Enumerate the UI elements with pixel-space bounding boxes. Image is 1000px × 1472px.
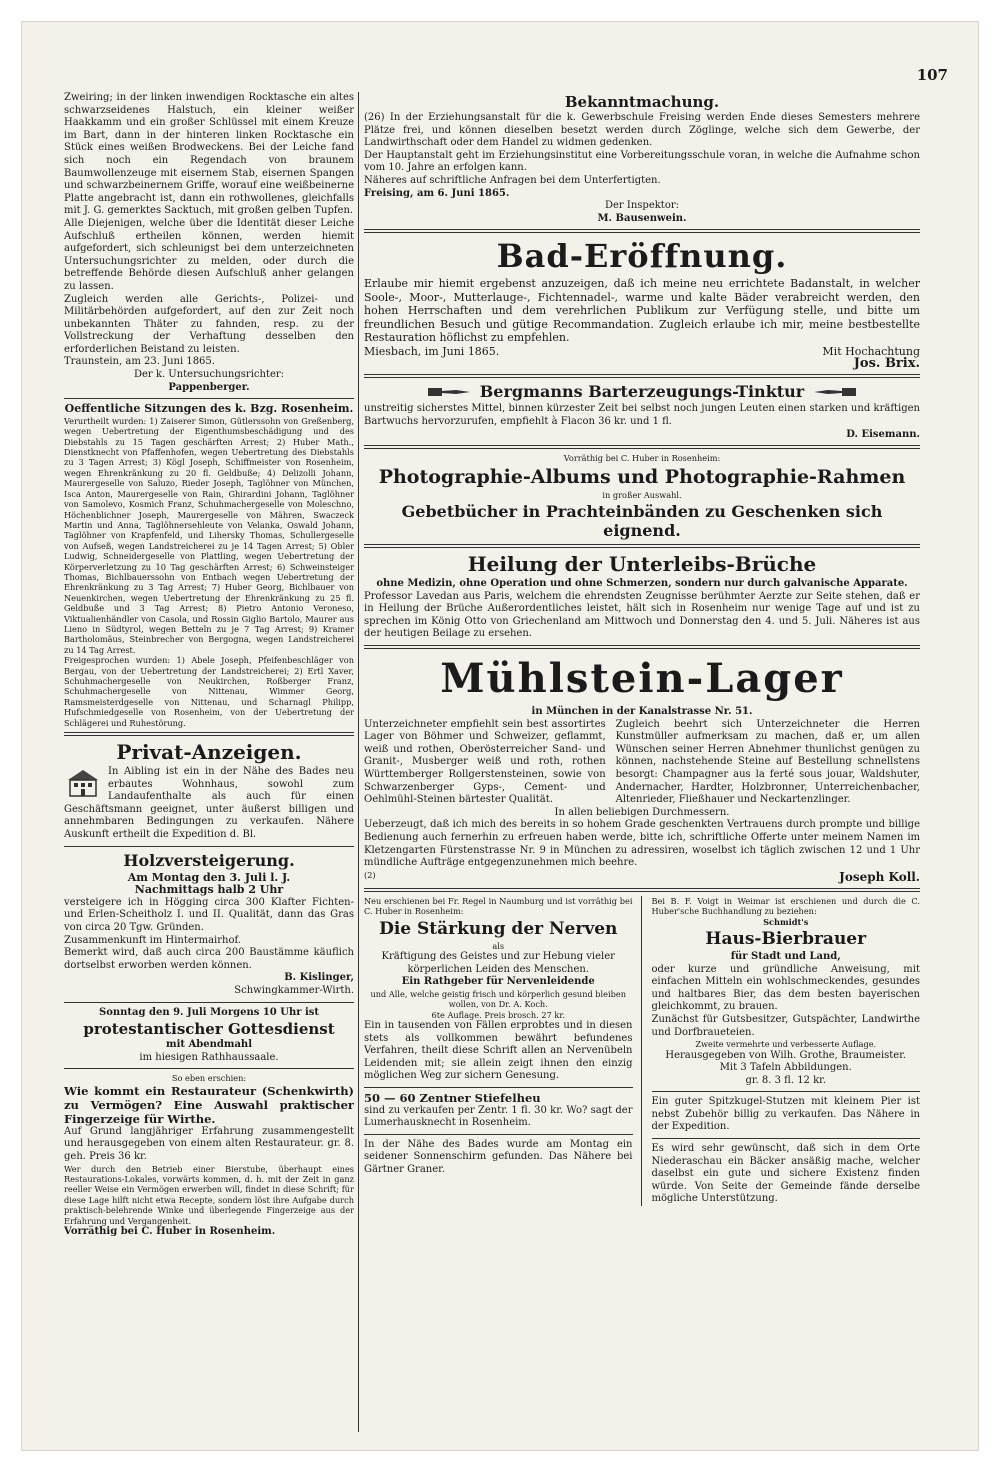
notice-text: In der Erziehungsanstalt für die k. Gewerbschule Freising werden Ende dieses Semesters mehrere Plätze frei, und können dieselben besetzt werden durch Zöglinge, welche sich dem Gewerbe, der Landwirthschaft oder dem Handel zu widmen gedenken.	[364, 112, 920, 149]
private-title: Privat-Anzeigen.	[116, 740, 302, 765]
wood-when: Am Montag den 3. Juli l. J.	[127, 870, 291, 884]
brewer-sub: für Stadt und Land,	[730, 950, 841, 962]
book-ad	[64, 1073, 354, 1238]
court-sessions	[64, 403, 354, 728]
divider	[364, 645, 920, 649]
brewer-text: oder kurze und gründliche Anweisung, mit einfachen Mitteln ein wohlschmeckendes, gesundes und haltbares Bier, das dem besten bayerischen gleichkommt, zu brauen.	[651, 963, 920, 1013]
bath-ad	[364, 237, 920, 370]
millstone-ad	[364, 655, 920, 884]
brewer-edition: Zweite vermehrte und verbesserte Auflage.	[695, 1039, 877, 1050]
page-number: 107	[916, 66, 948, 84]
notice-signer: M. Bausenwein.	[597, 212, 687, 224]
house-icon	[64, 768, 102, 798]
wanted-signer: Pappenberger.	[168, 381, 250, 393]
nerves-guide-2: und Alle, welche geistig frisch und körperlich gesund bleiben wollen, von Dr. A. Koch.	[370, 988, 626, 1010]
divider	[364, 544, 920, 548]
bottom-ads	[364, 896, 920, 1206]
brewer-editor: Herausgegeben von Wilh. Grothe, Braumeister.	[665, 1049, 907, 1061]
divider	[64, 846, 354, 847]
divider	[652, 1091, 921, 1092]
nerves-edition: 6te Auflage. Preis brosch. 27 kr.	[431, 1009, 565, 1020]
book-title: Wie kommt ein Restaurateur (Schenkwirth) zu Vermögen? Eine Auswahl praktischer Fingerzeige für Wirthe.	[64, 1083, 354, 1126]
court-text: Verurtheilt wurden: 1) Zaiserer Simon, Gütlerssohn von Greßenberg, wegen Uebertretung der Eigenthumsbeschädigung und des Diebstahls zu 15 Tagen geschärften Arrest; 2) Huber Math., Dienstknecht von Pfaffenhofen, wegen Uebertretung des Diebstahls zu 3 Tagen Arrest; 3) Kögl Joseph, Schiffmeister von Rosenheim, wegen Ehrenkränkung zu 20 fl. Geldbuße; 4) Delizolli Johann, Maurergeselle von Saluzo, Rieder Joseph, Taglöhner von München, Isca Anton, Maurergeselle von Rain, Ghirardini Johann, Taglöhner von Samolevo, Kosmich Franz, Schuhmachergeselle von Moleschno, Höchenblichner Joseph, Maurergeselle von Mähren, Swaczeck Martin und Anna, Taglöhnersehleute von Velanka, Oswald Johann, Taglöhner von Krapfenfeld, und Lihersky Thomas, Schullergeselle von Aufseß, wegen Landstreicherei zu je 14 Tagen Arrest; 5) Obler Ludwig, Schneidergeselle von Plattling, wegen Uebertretung der Körperverletzung zu 10 Tag geschärften Arrest; 6) Schweinsteiger Thomas, Bichlbauerssohn von Entbach wegen Uebertretung der Ehrenkränkung zu 3 Tag Arrest; 7) Huber Georg, Bichlbauer von Neuenkirchen, wegen Uebertretung der Ehrenkränkung zu 25 fl. Geldbuße und 3 Tag Arrest; 8) Pietro Antonio Veroneso, Viktualienhändler von Casola, und Rossin Giglio Bartolo, Maurer aus Lieno in Südtyrol, wegen Betteln zu je 7 Tag Arrest; 9) Kramer Bartholomäus, Steinbrecher von Bergogna, wegen Landstreicherei zu 14 Tag Arrest.	[64, 415, 354, 655]
book-small: Wer durch den Betrieb einer Bierstube, überhaupt eines Restaurations-Lokales, vorwärts kommen, d. h. mit der Zeit in ganz reeller Weise ein Vermögen erwerben will, findet in diese Schrift; für diese Lage hilft nicht etwa Recepte, sondern löst ihre Aufgabe durch praktisch-belehrende Winke und überlegende Fingerzeige aus der Erfahrung und Vergangenheit.	[64, 1163, 354, 1226]
private-ads	[64, 740, 354, 842]
court-text-2: Freigesprochen wurden: 1) Abele Joseph, Pfeifenbeschläger von Bergau, von der Uebertretung der Landstreicherei; 2) Ertl Xaver, Schuhmachergeselle von Neukirchen, Roßberger Franz, Schuhmachergeselle von Nittenau, Wimmer Georg, Ramsmeisterdgeselle von Nittenau, und Scharnagl Philipp, Hufschmiedgeselle von Rosenheim, von der Uebertretung der Schlägerei und Ruhestörung.	[64, 655, 354, 728]
bath-title: Bad-Eröffnung.	[496, 237, 788, 276]
bath-signer: Jos. Brix.	[853, 355, 920, 371]
mill-left-text: Unterzeichneter empfiehlt sein best assortirtes Lager von Böhmer und Schweizer, geflammt, weiß und rothen, Oberösterreicher Sand- und Granit-, Musberger weiß und roth, rothen Württemberger Rollgerstensteinen, sowie von Schwarzenberger Gyps-, Cement- und Oehlmühl-Steinen bärtester Qualität.	[364, 718, 606, 806]
photo-ad	[364, 453, 920, 540]
wanted-text: Zweiring; in der linken inwendigen Rocktasche ein altes schwarzseidenes Halstuch, ein kleiner weißer Haakkamm und ein großer Schlüssel mit einem Kreuze im Bart, dann in der hinteren linken Rocktasche ein Stück eines weißen Brodweckens. Bei der Leiche fand sich noch ein Regendach von braunem Baumwollenzeuge mit eisernem Stab, eisernen Spangen und schwarzbeinernem Griffe, worauf eine weißbeinerne Platte angebracht ist, dann ein rothwollenes, gleichfalls mit J. G. gemerktes Sacktuch, mit großen gelben Tupfen.	[64, 92, 354, 217]
church-line-1: Sonntag den 9. Juli Morgens 10 Uhr ist	[98, 1006, 320, 1018]
brewer-price: gr. 8. 3 fl. 12 kr.	[745, 1074, 827, 1086]
church-line-2: protestantischer Gottesdienst	[83, 1020, 335, 1039]
wanted-text-3: Zugleich werden alle Gerichts-, Polizei- und Militärbehörden aufgefordert, auf den zur Zeit noch unbekannten Thäter zu fahnden, resp. zu der Vollstreckung der Verhaftung desselben den erforderlichen Beistand zu leisten.	[64, 293, 354, 355]
boots-title: 50 — 60 Zentner Stiefelheu	[364, 1090, 541, 1105]
mill-text: Ueberzeugt, daß ich mich des bereits in so hohem Grade geschenkten Vertrauens durch prompte und billige Bedienung auch fernerhin zu erfreuen haben werde, bitte ich, schriftliche Offerte unter meinem Namen im Kletzengarten Fürstenstrasse Nr. 9 in München zu adressiren, woselbst ich täglich zwischen 12 und 1 Uhr mündliche Aufträge entgegenzunehmen mich beehre.	[364, 819, 920, 869]
wanted-text-2: Alle Diejenigen, welche über die Identität dieser Leiche Aufschluß ertheilen können, werden hiemit aufgefordert, sich schleunigst bei dem unterzeichneten Untersuchungsrichter zu melden, oder durch die betreffende Behörde diesen Aufschluß anher gelangen zu lassen.	[64, 217, 354, 292]
beard-text: unstreitig sicherstes Mittel, binnen kürzester Zeit bei selbst noch jungen Leuten einen starken und kräftigen Bartwuchs hervorzurufen, empfiehlt à Flacon 36 kr. und 1 fl.	[364, 403, 920, 428]
left-column	[64, 92, 354, 1432]
mill-all: In allen beliebigen Durchmessern.	[554, 806, 730, 818]
photo-title: Photographie-Albums und Photographie-Rahmen	[378, 465, 906, 488]
nerves-pre: Neu erschienen bei Fr. Regel in Naumburg und ist vorräthig bei C. Huber in Rosenheim:	[364, 895, 633, 917]
wood-time: Nachmittags halb 2 Uhr	[134, 883, 284, 897]
hernia-ad	[364, 552, 920, 641]
bath-greeting: Mit Hochachtung	[822, 344, 920, 358]
nerves-title: Die Stärkung der Nerven	[379, 918, 618, 939]
hernia-text: Professor Lavedan aus Paris, welchem die ehrendsten Zeugnisse berühmter Aerzte zur Seite stehen, daß er in Heilung der Brüche Außerordentliches leistet, hält sich in Rosenheim nur wenige Tage auf und ist zu sprechen im König Otto von Griechenland am Mittwoch und Donnerstag den 4. und 5. Juli. Näheres ist aus der heutigen Beilage zu ersehen.	[364, 590, 920, 640]
beard-signer: D. Eisemann.	[846, 428, 920, 440]
beard-ad	[364, 382, 920, 441]
bottom-right-ads	[652, 896, 921, 1206]
brewer-plates: Mit 3 Tafeln Abbildungen.	[719, 1062, 852, 1074]
church-line-3: mit Abendmahl	[166, 1039, 252, 1051]
mill-num: (2)	[364, 869, 376, 880]
church-line-4: im hiesigen Rathhaussaale.	[139, 1051, 279, 1063]
wood-auction	[64, 851, 354, 998]
notice-freising	[364, 93, 920, 225]
rifle-text: Ein guter Spitzkugel-Stutzen mit kleinem Pier ist nebst Zubehör billig zu verkaufen. Das Nähere in der Expedition.	[651, 1096, 920, 1133]
nerves-text: Ein in tausenden von Fällen erprobtes und in diesen stets als vollkommen bewährt befundenes Verfahren, theilt diese Schrift allen an Nervenübeln Leidenden mit; sie allein zeigt ihnen den einzig möglichen Weg zur sichern Genesung.	[364, 1019, 633, 1082]
divider	[64, 732, 354, 736]
wanted-notice	[64, 92, 354, 394]
book-text: Auf Grund langjähriger Erfahrung zusammengestellt und herausgegeben von einem alten Restaurateur. gr. 8. geh. Preis 36 kr.	[64, 1125, 354, 1162]
notice-date: Freising, am 6. Juni 1865.	[364, 187, 510, 199]
book-pre: So eben erschien:	[171, 1073, 247, 1084]
hernia-sub: ohne Medizin, ohne Operation und ohne Schmerzen, sondern nur durch galvanische Apparate.	[376, 578, 908, 590]
court-title: Oeffentliche Sitzungen des k. Bzg. Rosenheim.	[64, 402, 354, 416]
brewer-pre-2: Schmidt's	[763, 916, 809, 927]
wood-signer: B. Kislinger,	[284, 972, 354, 984]
divider	[364, 1134, 633, 1135]
bath-date: Miesbach, im Juni 1865.	[364, 344, 500, 358]
mill-title: Mühlstein-Lager	[440, 655, 844, 702]
nerves-sub: Kräftigung des Geistes und zur Hebung vieler körperlichen Leiden des Menschen.	[381, 950, 615, 975]
mill-right-text: Zugleich beehrt sich Unterzeichneter die Herren Kunstmüller aufmerksam zu machen, daß er, um allen Wünschen seiner Herren Abnehmer thunlichst genügen zu können, nachstehende Steine auf Bestellung schnellstens besorgt: Champagner aus la ferté sous jouar, Waldshuter, Andernacher, Hardter, Holzbronner, Unterreichenbacher, Altenrieder, Fließhauer und Neckartenzlinger.	[615, 718, 920, 806]
divider	[652, 1138, 921, 1139]
divider	[364, 445, 920, 449]
wanted-signer-title: Der k. Untersuchungsrichter:	[133, 369, 285, 381]
wood-meet: Zusammenkunft im Hintermairhof.	[64, 934, 241, 946]
notice-title: Bekanntmachung.	[564, 93, 720, 111]
pointing-hand-icon	[812, 384, 858, 400]
brewer-title: Haus-Bierbrauer	[705, 928, 867, 949]
newspaper-page	[22, 22, 978, 1450]
wanted-date: Traunstein, am 23. Juni 1865.	[64, 356, 215, 368]
photo-pre: Vorräthig bei C. Huber in Rosenheim:	[563, 453, 721, 464]
photo-mid: in großer Auswahl.	[602, 489, 682, 500]
column-divider	[358, 92, 359, 1432]
notice-text-3: Näheres auf schriftliche Anfragen bei dem Unterfertigten.	[364, 174, 661, 186]
wood-title: Holzversteigerung.	[123, 850, 295, 870]
divider	[64, 398, 354, 399]
divider	[364, 1087, 633, 1088]
divider	[64, 1002, 354, 1003]
beard-title: Bergmanns Barterzeugungs-Tinktur	[479, 382, 805, 402]
notice-text-2: Der Hauptanstalt geht im Erziehungsinstitut eine Vorbereitungsschule voran, in welche die Aufnahme schon vom 10. Jahre an erfolgen kann.	[364, 149, 920, 174]
nerves-als: als	[492, 940, 505, 951]
photo-line-2: Gebetbücher in Prachteinbänden zu Geschenken sich eignend.	[401, 502, 883, 541]
divider	[364, 229, 920, 233]
right-column	[364, 92, 920, 1432]
nerves-guide: Ein Rathgeber für Nervenleidende	[401, 976, 595, 988]
umbrella-text: In der Nähe des Bades wurde am Montag ein seidener Sonnenschirm gefunden. Das Nähere bei Gärtner Graner.	[364, 1138, 633, 1175]
wood-text: versteigere ich in Högging circa 300 Klafter Fichten- und Erlen-Scheitholz I. und II. Qualität, dann das Gras von circa 20 Tgw. Gründen.	[64, 896, 354, 933]
bath-text: Erlaube mir hiemit ergebenst anzuzeigen, daß ich meine neu errichtete Badanstalt, in welcher Soole-, Moor-, Mutterlauge-, Fichtennadel-, warme und kalte Bäder verabreicht werden, den hohen Herrschaften und dem verehrlichen Publikum zur Verfügung stelle, und bitte um freundlichen Besuch und gütige Recommandation. Zugleich erlaube ich mir, meine bestbestellte Restauration höflichst zu empfehlen.	[364, 277, 920, 345]
notice-num: (26)	[364, 112, 385, 123]
brewer-text-2: Zunächst für Gutsbesitzer, Gutspächter, Landwirthe und Dorfbraueteien.	[651, 1013, 920, 1038]
pointing-hand-icon	[426, 384, 472, 400]
bottom-left-ads	[364, 896, 642, 1206]
divider	[64, 1068, 354, 1069]
divider	[364, 374, 920, 378]
wood-note: Bemerkt wird, daß auch circa 200 Baustämme käuflich dortselbst erworben werden können.	[64, 947, 354, 971]
wood-signer-title: Schwingkammer-Wirth.	[234, 984, 354, 996]
boots-text: sind zu verkaufen per Zentr. 1 fl. 30 kr. Wo? sagt der Lumerhausknecht in Rosenheim.	[364, 1104, 633, 1129]
brewer-pre: Bei B. F. Voigt in Weimar ist erschienen und durch die C. Huber'sche Buchhandlung zu beziehen:	[651, 895, 920, 917]
house-text: In Aibling ist ein in der Nähe des Bades neu erbautes Wohnhaus, sowohl zum Landaufenthalte als auch für einen Geschäftsmann geeignet, unter äußerst billigen und annehmbaren Bedingungen zu verkaufen. Nähere Auskunft ertheilt die Expedition d. Bl.	[64, 766, 354, 840]
mill-where: in München in der Kanalstrasse Nr. 51.	[531, 706, 753, 717]
church-notice	[64, 1007, 354, 1065]
mill-signer: Joseph Koll.	[839, 869, 920, 884]
book-sold: Vorräthig bei C. Huber in Rosenheim.	[64, 1225, 276, 1237]
hernia-title: Heilung der Unterleibs-Brüche	[467, 552, 817, 577]
baker-text: Es wird sehr gewünscht, daß sich in dem Orte Niederaschau ein Bäcker ansäßig mache, welcher daselbst ein gute und sichere Existenz finden würde. Von Seite der Gemeinde fände derselbe mögliche Unterstützung.	[651, 1143, 920, 1205]
notice-signer-title: Der Inspektor:	[605, 200, 679, 212]
divider	[364, 888, 920, 892]
